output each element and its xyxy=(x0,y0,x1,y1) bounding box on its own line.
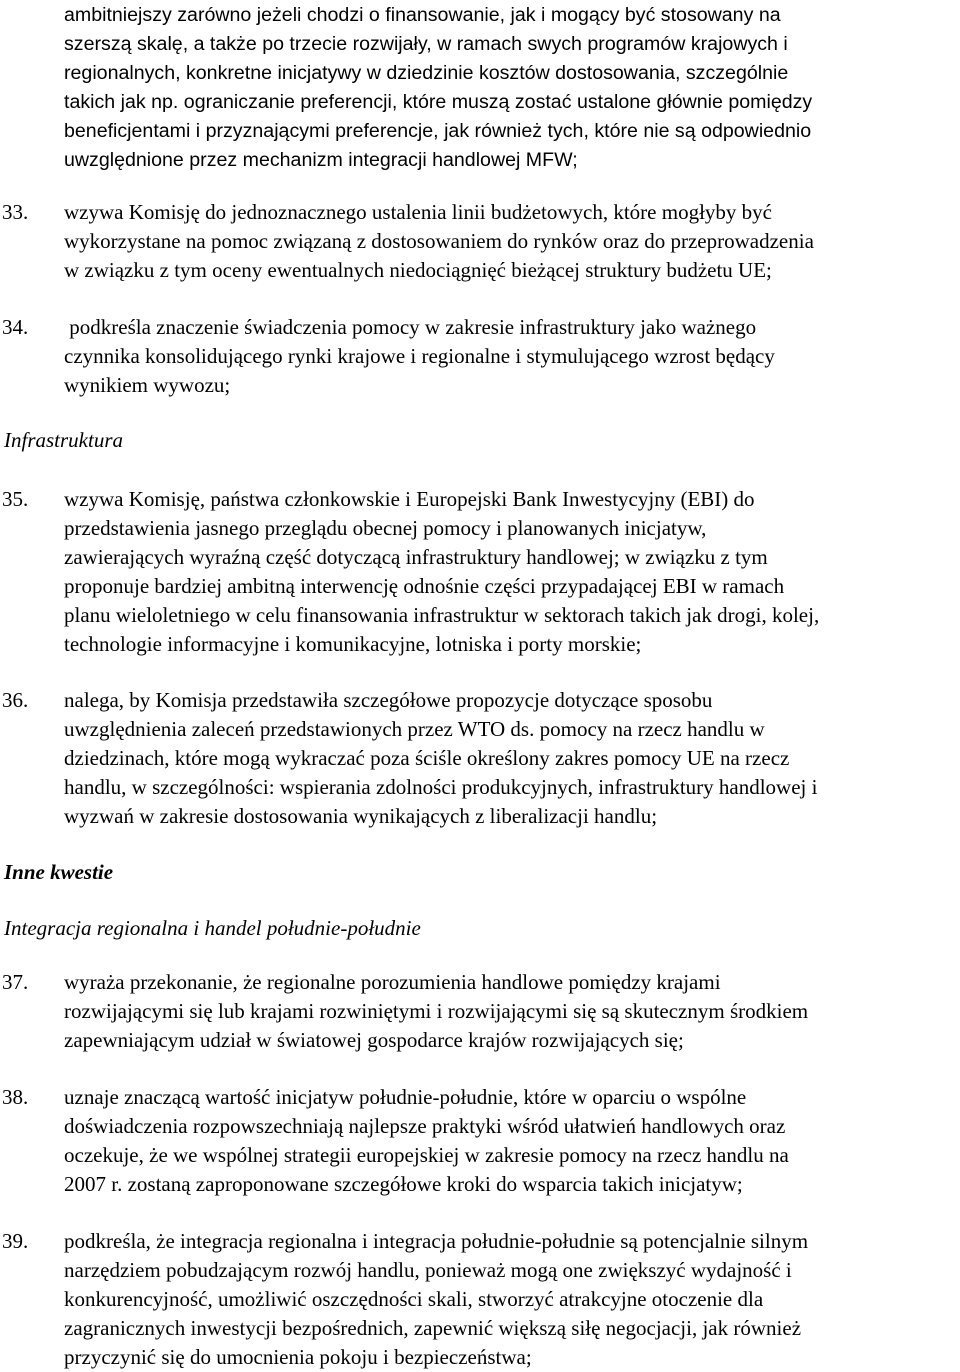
paragraph-number-35: 35. xyxy=(2,487,29,511)
paragraph-line: dziedzinach, które mogą wykraczać poza ściśle określony zakres pomocy UE na rzecz xyxy=(64,746,790,770)
paragraph-line: wynikiem wywozu; xyxy=(64,373,231,397)
paragraph-line: zagranicznych inwestycji bezpośrednich, zapewnić większą siłę negocjacji, jak również xyxy=(64,1316,802,1340)
paragraph-line: podkreśla znaczenie świadczenia pomocy w zakresie infrastruktury jako ważnego xyxy=(64,315,757,339)
paragraph-line: nalega, by Komisja przedstawiła szczegółowe propozycje dotyczące sposobu xyxy=(64,688,713,712)
paragraph-line: konkurencyjność, umożliwić oszczędności skali, stworzyć atrakcyjne otoczenie dla xyxy=(64,1287,764,1311)
paragraph-line: technologie informacyjne i komunikacyjne, lotniska i porty morskie; xyxy=(64,632,642,656)
paragraph-line: rozwijającymi się lub krajami rozwiniętymi i rozwijającymi się są skutecznym środkiem xyxy=(64,999,809,1023)
paragraph-number-36: 36. xyxy=(2,688,29,712)
section-heading-inne-kwestie: Inne kwestie xyxy=(4,860,114,884)
paragraph-line: uwzględnienia zaleceń przedstawionych przez WTO ds. pomocy na rzecz handlu w xyxy=(64,717,765,741)
paragraph-number-37: 37. xyxy=(2,970,29,994)
paragraph-line: szerszą skalę, a także po trzecie rozwijały, w ramach swych programów krajowych i xyxy=(64,33,788,55)
paragraph-line: zawierających wyraźną część dotyczącą infrastruktury handlowej; w związku z tym xyxy=(64,545,768,569)
paragraph-line: handlu, w szczególności: wspierania zdolności produkcyjnych, infrastruktury handlowej i xyxy=(64,775,818,799)
paragraph-number-33: 33. xyxy=(2,200,29,224)
paragraph-line: doświadczenia rozpowszechniają najlepsze praktyki wśród ułatwień handlowych oraz xyxy=(64,1114,786,1138)
subsection-heading-integracja-regionalna: Integracja regionalna i handel południe-południe xyxy=(4,916,421,940)
paragraph-line: proponuje bardziej ambitną interwencję odnośnie części przypadającej EBI w ramach xyxy=(64,574,785,598)
section-heading-infrastruktura: Infrastruktura xyxy=(4,428,124,452)
paragraph-line: takich jak np. ograniczanie preferencji, które muszą zostać ustalone głównie pomiędzy xyxy=(64,91,813,113)
paragraph-34 xyxy=(64,313,960,400)
paragraph-line: podkreśla, że integracja regionalna i integracja południe-południe są potencjalnie silnym xyxy=(64,1229,809,1253)
paragraph-line: wyzwań w zakresie dostosowania wynikających z liberalizacji handlu; xyxy=(64,804,658,828)
paragraph-36 xyxy=(64,686,960,831)
paragraph-number-39: 39. xyxy=(2,1229,29,1253)
paragraph-line: uwzględnione przez mechanizm integracji handlowej MFW; xyxy=(64,149,578,171)
paragraph-39 xyxy=(64,1227,960,1372)
paragraph-35 xyxy=(64,485,960,659)
paragraph-line: zapewniającym udział w światowej gospodarce krajów rozwijających się; xyxy=(64,1028,684,1052)
paragraph-number-38: 38. xyxy=(2,1085,29,1109)
paragraph-line: wyraża przekonanie, że regionalne porozumienia handlowe pomiędzy krajami xyxy=(64,970,721,994)
paragraph-38 xyxy=(64,1083,960,1199)
paragraph-37 xyxy=(64,968,960,1055)
paragraph-line: wzywa Komisję, państwa członkowskie i Europejski Bank Inwestycyjny (EBI) do xyxy=(64,487,755,511)
paragraph-line: regionalnych, konkretne inicjatywy w dziedzinie kosztów dostosowania, szczególnie xyxy=(64,62,789,84)
paragraph-line: czynnika konsolidującego rynki krajowe i regionalne i stymulującego wzrost będący xyxy=(64,344,775,368)
paragraph-line: wzywa Komisję do jednoznacznego ustalenia linii budżetowych, które mogłyby być xyxy=(64,200,772,224)
paragraph-line: ambitniejszy zarówno jeżeli chodzi o finansowanie, jak i mogący być stosowany na xyxy=(64,4,781,26)
paragraph-line: narzędziem pobudzającym rozwój handlu, ponieważ mogą one zwiększyć wydajność i xyxy=(64,1258,792,1282)
paragraph-33 xyxy=(64,198,960,285)
paragraph-line: beneficjentami i przyznającymi preferencje, jak również tych, które nie są odpowiednio xyxy=(64,120,812,142)
paragraph-line: przedstawienia jasnego przeglądu obecnej pomocy i planowanych inicjatyw, xyxy=(64,516,707,540)
paragraph-line: planu wieloletniego w celu finansowania infrastruktur w sektorach takich jak drogi, kolej, xyxy=(64,603,820,627)
paragraph-line: 2007 r. zostaną zaproponowane szczegółowe kroki do wsparcia takich inicjatyw; xyxy=(64,1172,743,1196)
paragraph-line: w związku z tym oceny ewentualnych niedociągnięć bieżącej struktury budżetu UE; xyxy=(64,258,772,282)
paragraph-line: przyczynić się do umocnienia pokoju i bezpieczeństwa; xyxy=(64,1345,532,1369)
paragraph-number-34: 34. xyxy=(2,315,29,339)
paragraph-line: wykorzystane na pomoc związaną z dostosowaniem do rynków oraz do przeprowadzenia xyxy=(64,229,814,253)
intro-paragraph xyxy=(64,1,960,175)
paragraph-line: uznaje znaczącą wartość inicjatyw południe-południe, które w oparciu o wspólne xyxy=(64,1085,747,1109)
paragraph-line: oczekuje, że we wspólnej strategii europejskiej w zakresie pomocy na rzecz handlu na xyxy=(64,1143,789,1167)
